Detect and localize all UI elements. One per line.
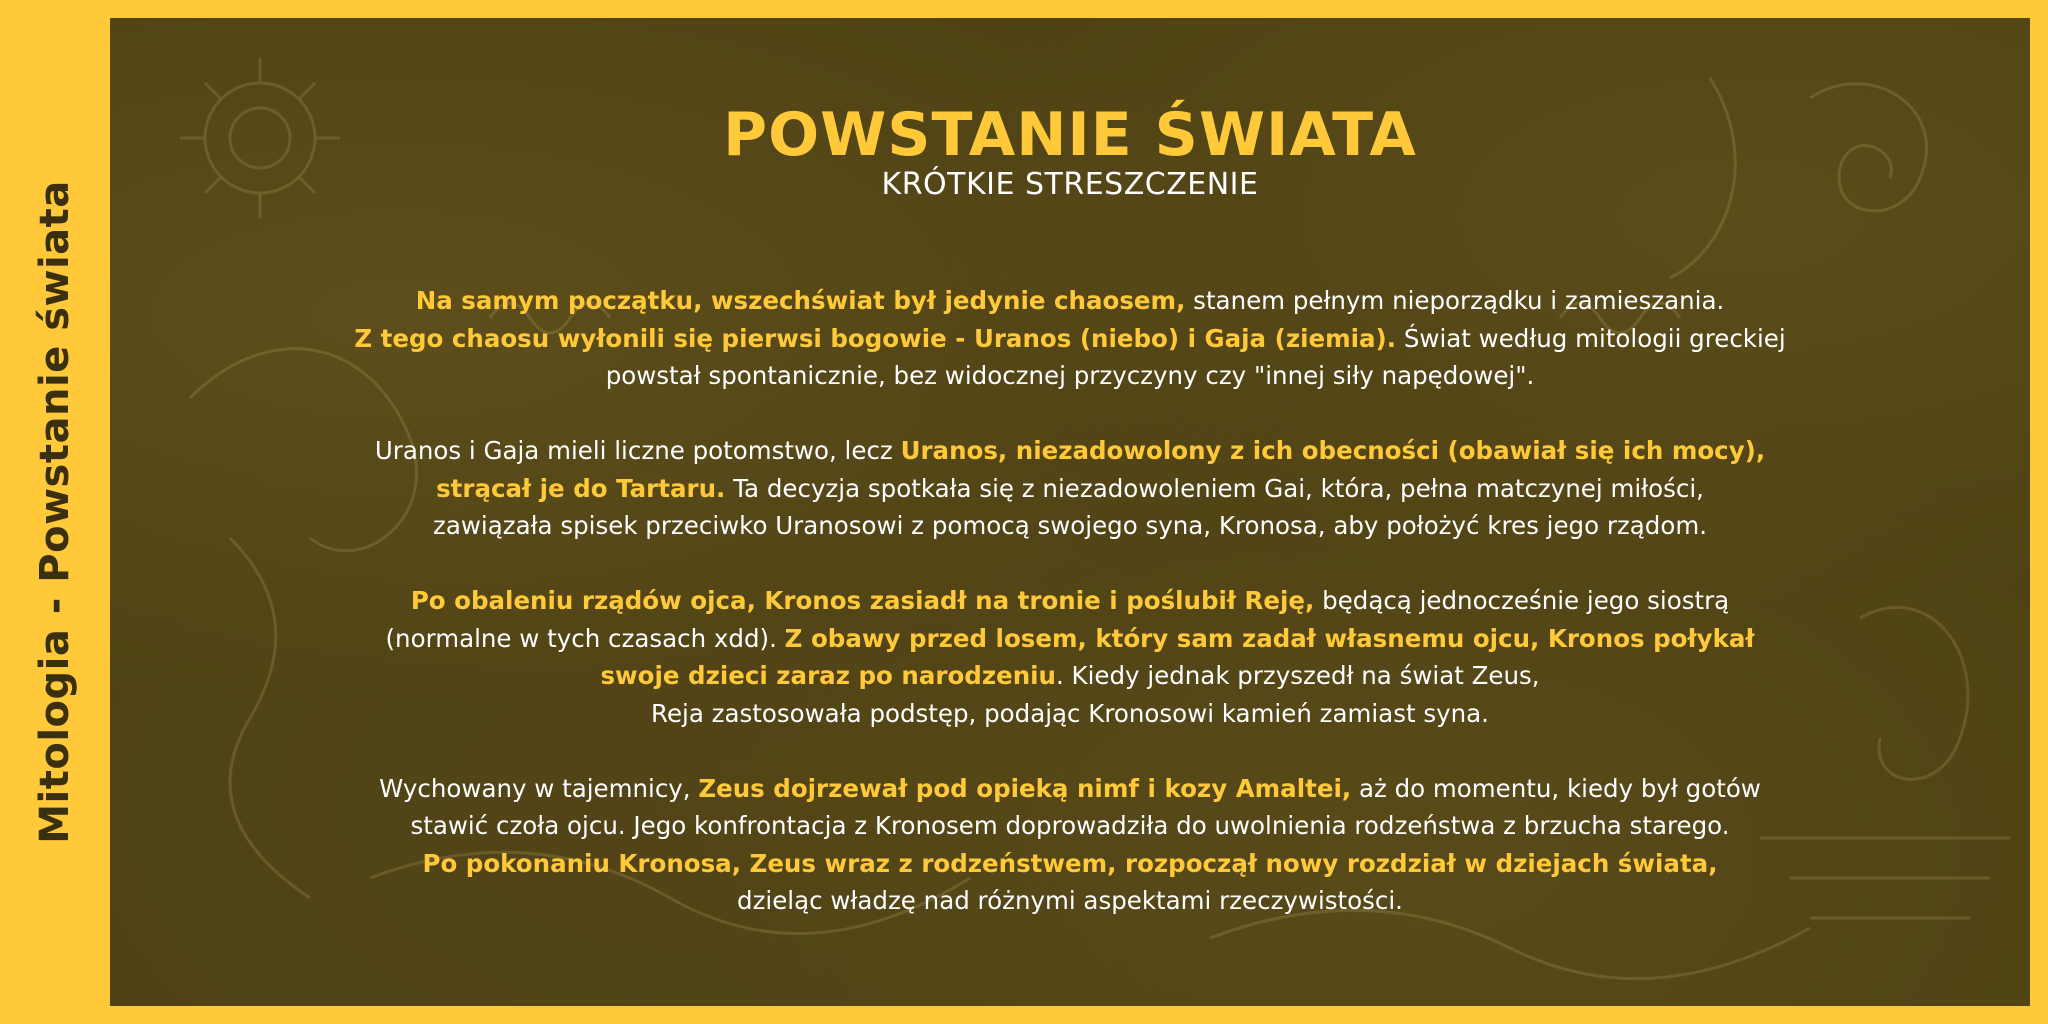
body-text: aż do momentu, kiedy był gotów xyxy=(1351,773,1761,803)
highlighted-text: Po obaleniu rządów ojca, Kronos zasiadł na tronie i poślubił Reję, xyxy=(410,586,1315,615)
paragraph xyxy=(150,282,1990,395)
summary-text xyxy=(150,282,1990,957)
body-text: . Kiedy jednak przyszedł na świat Zeus, xyxy=(1055,661,1540,690)
text-line xyxy=(150,582,1990,620)
body-text: Wychowany w tajemnicy, xyxy=(379,773,699,803)
highlighted-text: strącał je do Tartaru. xyxy=(436,473,726,503)
text-line xyxy=(150,807,1990,845)
highlighted-text: Z obawy przed losem, który sam zadał własnemu ojcu, Kronos połykał xyxy=(784,623,1755,653)
page-title: POWSTANIE ŚWIATA xyxy=(723,100,1417,170)
body-text: (normalne w tych czasach xdd). xyxy=(385,623,785,653)
content-panel xyxy=(110,18,2030,1006)
body-text: stanem pełnym nieporządku i zamieszania. xyxy=(1185,286,1725,315)
text-line xyxy=(150,282,1990,320)
text-line xyxy=(150,470,1990,508)
body-text: zawiązała spisek przeciwko Uranosowi z pomocą swojego syna, Kronosa, aby położyć kres jego rządom. xyxy=(432,511,1707,540)
highlighted-text: Na samym początku, wszechświat był jedynie chaosem, xyxy=(415,286,1186,315)
text-line xyxy=(150,770,1990,808)
text-line xyxy=(150,620,1990,658)
body-text: powstał spontanicznie, bez widocznej przyczyny czy "innej siły napędowej". xyxy=(605,361,1535,390)
sidebar-title: Mitologia - Powstanie świata xyxy=(32,180,78,844)
page-subtitle: KRÓTKIE STRESZCZENIE xyxy=(881,167,1259,202)
text-line xyxy=(150,432,1990,470)
highlighted-text: Zeus dojrzewał pod opieką nimf i kozy Amaltei, xyxy=(698,773,1352,803)
body-text: Uranos i Gaja mieli liczne potomstwo, lecz xyxy=(374,436,901,465)
text-line xyxy=(150,695,1990,733)
body-text: będącą jednocześnie jego siostrą xyxy=(1314,586,1730,615)
highlighted-text: swoje dzieci zaraz po narodzeniu xyxy=(600,661,1056,690)
body-text: Reja zastosowała podstęp, podając Kronosowi kamień zamiast syna. xyxy=(651,698,1489,728)
text-line xyxy=(150,357,1990,395)
text-line xyxy=(150,657,1990,695)
highlighted-text: Uranos, niezadowolony z ich obecności (obawiał się ich mocy), xyxy=(900,436,1766,465)
body-text: Ta decyzja spotkała się z niezadowoleniem Gai, która, pełna matczynej miłości, xyxy=(725,473,1704,503)
body-text: dzieląc władzę nad różnymi aspektami rzeczywistości. xyxy=(737,886,1403,915)
body-text: stawić czoła ojcu. Jego konfrontacja z Kronosem doprowadziła do uwolnienia rodzeństwa z brzucha starego. xyxy=(410,811,1730,840)
paragraph xyxy=(150,770,1990,920)
highlighted-text: Po pokonaniu Kronosa, Zeus wraz z rodzeństwem, rozpoczął nowy rozdział w dziejach świata, xyxy=(422,848,1718,878)
header xyxy=(110,102,2030,202)
paragraph xyxy=(150,582,1990,732)
paragraph xyxy=(150,432,1990,545)
text-line xyxy=(150,320,1990,358)
text-line xyxy=(150,507,1990,545)
body-text: Świat według mitologii greckiej xyxy=(1396,323,1786,353)
text-line xyxy=(150,845,1990,883)
text-line xyxy=(150,882,1990,920)
highlighted-text: Z tego chaosu wyłonili się pierwsi bogowie - Uranos (niebo) i Gaja (ziemia). xyxy=(354,323,1397,353)
